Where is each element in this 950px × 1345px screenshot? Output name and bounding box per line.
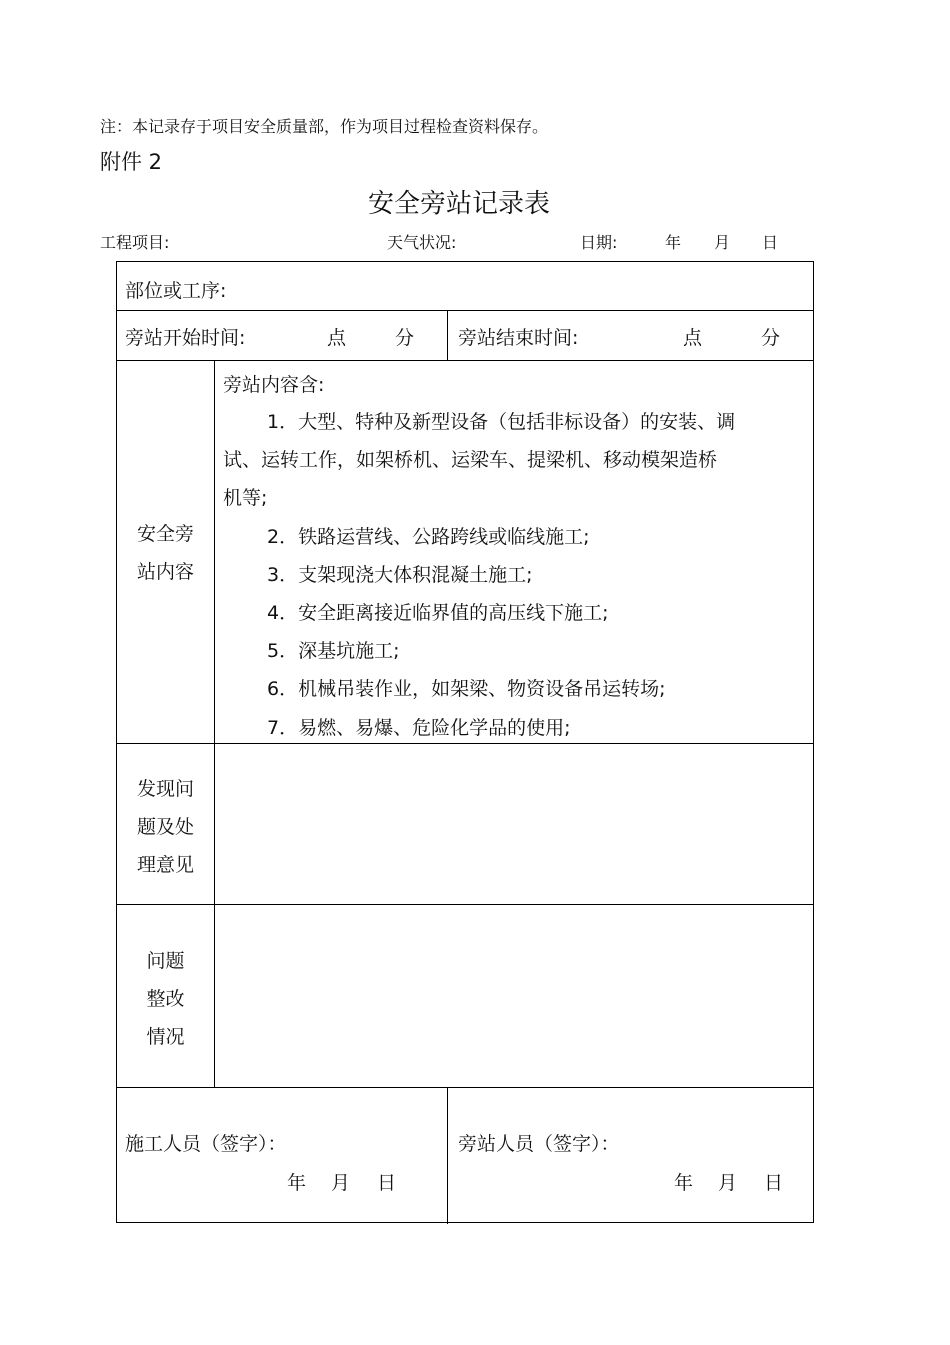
part-label: 部位或工序: [125,280,227,302]
rectify-label-line: 整改 [146,988,185,1010]
column-divider [447,310,448,360]
start-minute-unit: 分 [395,327,415,349]
content-item: 3．支架现浇大体积混凝土施工; [267,564,533,586]
end-time-label: 旁站结束时间: [458,327,579,349]
construction-sign-month: 月 [331,1172,351,1194]
content-item: 2．铁路运营线、公路跨线或临线施工; [267,526,590,548]
footnote: 注：本记录存于项目安全质量部，作为项目过程检查资料保存。 [100,117,549,136]
weather-label: 天气状况: [387,233,457,252]
content-item: 机等; [223,487,268,509]
rectify-label-line: 情况 [146,1026,185,1048]
row-divider [117,743,813,744]
start-time-label: 旁站开始时间: [125,327,246,349]
content-item: 试、运转工作，如架桥机、运梁车、提梁机、移动模架造桥 [223,449,718,471]
end-hour-unit: 点 [683,327,703,349]
rectify-label-line: 问题 [146,950,185,972]
content-item: 5．深基坑施工; [267,640,400,662]
column-divider [214,360,215,1087]
problems-label-line: 题及处 [136,816,194,838]
content-item: 4．安全距离接近临界值的高压线下施工; [267,602,609,624]
start-hour-unit: 点 [327,327,347,349]
problems-label-line: 理意见 [136,854,194,876]
content-item: 7．易燃、易爆、危险化学品的使用; [267,717,571,739]
construction-sign-day: 日 [377,1172,397,1194]
content-intro: 旁站内容含: [223,374,325,396]
construction-sign-year: 年 [287,1172,307,1194]
row-divider [117,904,813,905]
content-label-line: 站内容 [136,561,194,583]
date-month: 月 [714,233,731,252]
content-label-line: 安全旁 [136,523,194,545]
problems-label-line: 发现问 [136,778,194,800]
row-divider [117,360,813,361]
column-divider [447,1087,448,1224]
date-year: 年 [665,233,682,252]
date-label: 日期: [580,233,618,252]
document-title: 安全旁站记录表 [367,189,550,219]
inspector-sign-year: 年 [674,1172,694,1194]
content-item: 1．大型、特种及新型设备（包括非标设备）的安装、调 [267,411,736,433]
inspector-sign-month: 月 [718,1172,738,1194]
date-day: 日 [762,233,779,252]
inspector-sign-day: 日 [764,1172,784,1194]
project-label: 工程项目: [100,233,170,252]
content-item: 6．机械吊装作业，如架梁、物资设备吊运转场; [267,678,666,700]
inspector-sign-label: 旁站人员（签字）： [458,1133,620,1155]
end-minute-unit: 分 [761,327,781,349]
attachment-label: 附件 2 [100,150,163,174]
row-divider [117,1087,813,1088]
record-form [116,261,814,1223]
row-divider [117,310,813,311]
construction-sign-label: 施工人员（签字）： [125,1133,287,1155]
